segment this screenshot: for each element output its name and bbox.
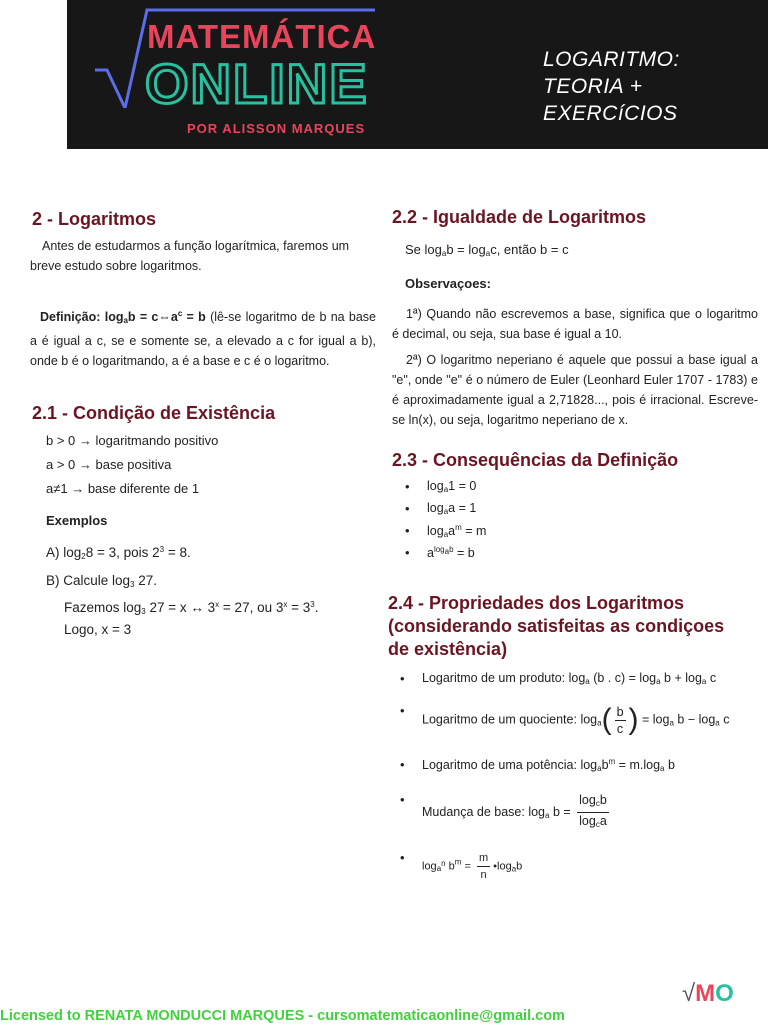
consequence-4-text: = b	[453, 546, 475, 560]
definition-text: (lê-se logaritmo de b na base a é igual a c, se e somente se, a elevado a c for igual a b), onde b é o logaritmando, a é a base e c é o logaritmo.	[30, 310, 376, 368]
title-line-1: LOGARITMO:	[543, 48, 680, 71]
equality-rule: Se $\log_ab = \log_ac$, então b = c	[405, 242, 569, 258]
examples-label: Exemplos	[46, 513, 108, 528]
property-quotient: • Logaritmo de um quociente: $\log_a$( $\frac{b}{c}$ ) = $\log_a b - \log_a c$	[422, 703, 729, 737]
property-power-label: Logaritmo de uma potência:	[422, 758, 577, 772]
heading-igualdade: 2.2 - Igualdade de Logaritmos	[392, 207, 647, 227]
rule-part-2: b = log	[446, 242, 486, 257]
logo-author: POR ALISSON MARQUES	[187, 121, 366, 136]
definition-formula: $\log_ab$ = $c\Leftrightarrow a^c = b$	[104, 309, 206, 325]
title-line-3: EXERCíCIOS	[543, 102, 678, 125]
license-footer: Licensed to RENATA MONDUCCI MARQUES - cursomatematicaonline@gmail.com	[0, 1008, 565, 1024]
work-part-5: .	[314, 600, 319, 615]
example-a: A) $\log_28 = 3$, pois $2^3 = 8$.	[46, 545, 191, 561]
work-part-1: Fazemos log	[64, 600, 142, 615]
example-b: B) Calcule $\log_3 27$.	[46, 573, 158, 589]
document-title	[543, 46, 680, 127]
consequence-1: • $\log_a1 = 0$	[427, 479, 476, 494]
logo-online: ONLINE	[145, 52, 369, 115]
observation-2: 2ª) O logaritmo neperiano é aquele que possui a base igual a "e", onde "e" é o número de Euler (Leonhard Euler 1707 - 1783) e é aproximadamente igual a 2,71828..., pois é irracional. Escreve-se ln(x), ou seja, logaritmo neperiano de x.	[392, 353, 758, 427]
work-part-2: 27 = x ↔ 3	[145, 600, 216, 615]
rule-part-1: Se log	[405, 242, 442, 257]
example-b-result: Logo, x = 3	[64, 622, 132, 637]
heading-condicao-existencia: 2.1 - Condição de Existência	[32, 403, 276, 423]
consequence-2: • $\log_aa = 1$	[427, 501, 476, 516]
header-banner	[67, 0, 768, 149]
condition-3: a≠1 → base diferente de 1	[46, 481, 200, 496]
intro-paragraph: Antes de estudarmos a função logarítmica, faremos um breve estudo sobre logaritmos.	[30, 239, 350, 273]
heading-logaritmos: 2 - Logaritmos	[32, 209, 157, 229]
corner-logo-o: O	[715, 980, 734, 1007]
observation-1: 1ª) Quando não escrevemos a base, significa que o logaritmo é decimal, ou seja, sua base é igual a 10.	[392, 307, 758, 341]
property-power: • Logaritmo de uma potência: $\log_ab^m = m.\log_a$ b	[422, 757, 675, 773]
heading-consequencias: 2.3 - Consequências da Definição	[392, 450, 679, 470]
property-quotient-label: Logaritmo de um quociente:	[422, 712, 577, 727]
property-product-label: Logaritmo de um produto:	[422, 671, 566, 685]
property-change-of-base-label: Mudança de base:	[422, 804, 525, 819]
example-b-work: Fazemos $\log_3 27 = x$ ↔ $3^x = 27$, ou $3^x = 3^3$.	[64, 600, 319, 616]
consequence-2-text: a = 1	[448, 501, 477, 515]
rule-part-3: c, então b = c	[490, 242, 569, 257]
heading-propriedades: 2.4 - Propriedades dos Logaritmos (considerando satisfeitas as condiçoes de existência)	[388, 593, 725, 659]
property-product: • Logaritmo de um produto: $\log_a (b$ . $c) = \log_a b + \log_a c$	[422, 671, 716, 686]
work-part-4: = 3	[287, 600, 311, 615]
definition-paragraph	[30, 304, 376, 371]
observations-label: Observaçoes:	[405, 276, 491, 291]
consequence-1-text: 1 = 0	[448, 479, 477, 493]
work-part-3: = 27, ou 3	[219, 600, 284, 615]
example-a-prefix: A) log	[46, 545, 82, 560]
condition-1: b > 0 → logaritmando positivo	[46, 433, 219, 448]
logo-matematica: MATEMÁTICA	[147, 18, 377, 55]
consequence-3: • $\log_aa^m = m$	[427, 523, 486, 539]
example-a-end: = 8.	[164, 545, 191, 560]
example-b-end: 27.	[134, 573, 158, 588]
condition-2: a > 0 → base positiva	[46, 457, 172, 472]
definition-label: Definição:	[40, 310, 101, 324]
consequence-4: • $a^{log_ab} = b$	[427, 545, 475, 560]
corner-logo-m: M	[695, 980, 716, 1007]
title-line-2: TEORIA +	[543, 75, 643, 98]
example-a-rest: 8 = 3, pois 2	[85, 545, 160, 560]
property-power-base: • $\log_{a^n} b^m$ = $\frac{m}{n}$ $•\log_ab$	[422, 850, 522, 883]
example-b-prefix: B) Calcule log	[46, 573, 131, 588]
property-change-of-base: • Mudança de base: $\log_a b$ = $\frac{\log_cb}{\log_ca}$	[422, 792, 612, 833]
consequence-3-text: = m	[461, 524, 487, 538]
corner-logo: √MO	[682, 980, 734, 1007]
